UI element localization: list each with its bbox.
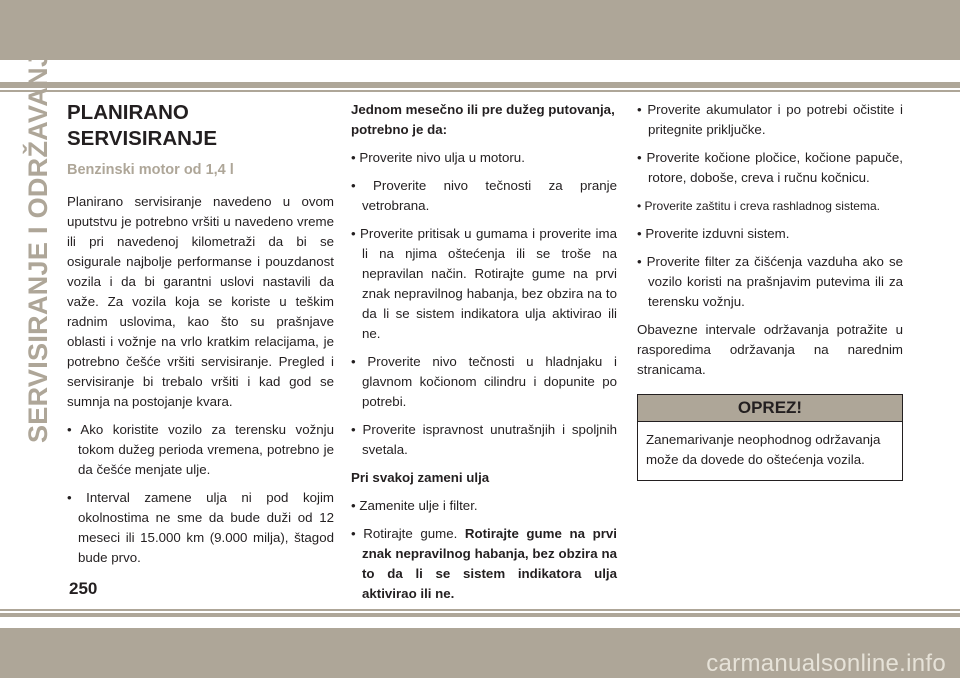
bullet-rotate-tires [351,524,617,604]
caution-text: Zanemarivanje neophodnog održavanja može da dovede do oštećenja vozila. [646,432,881,467]
bullet-coolant: • Proverite nivo tečnosti u hladnjaku i glavnom kočionom cilindru i dopunite po potrebi. [351,354,617,409]
header-band [0,0,960,60]
caution-title: OPREZ! [638,395,902,422]
column-middle [351,100,617,612]
page-number: 250 [69,579,98,598]
side-title-text: SERVISIRANJE I ODRŽAVANJE [23,33,53,443]
header-rule [0,82,960,88]
bullet-oil-filter: • Zamenite ulje i filter. [351,498,478,513]
engine-subheading: Benzinski motor od 1,4 l [67,162,234,178]
rotate-prefix: • Rotirajte gume. [351,526,465,541]
bullet-tire-pressure: • Proverite pritisak u gumama i proverite ima li na njima oštećenja ili se troše na nepravilan način. Rotirajte gume na prvi znak nepravilnog habanja, bez obzira na to da li se sistem indikatora ulja aktivirao ili ne. [351,226,617,341]
footer-rule [0,613,960,617]
footer-rule-thin [0,609,960,611]
oil-change-heading: Pri svakoj zameni ulja [351,470,490,485]
bullet-washer-fluid: • Proverite nivo tečnosti za pranje vetrobrana. [351,178,617,213]
bullet-oil-interval: • Interval zamene ulja ni pod kojim okolnostima ne sme da bude duži od 12 meseci ili 15.000 km (9.000 milja), štagod bude prvo. [67,490,334,565]
bullet-battery: • Proverite akumulator i po potrebi očistite i pritegnite priključke. [637,102,903,137]
schedule-note: Obavezne intervale održavanja potražite u rasporedima održavanja na narednim stranicama. [637,322,903,377]
section-side-title [22,33,54,443]
bullet-offroad: • Ako koristite vozilo za terensku vožnju tokom dužeg perioda vremena, potrebno je da češće menjate ulje. [67,422,334,477]
bullet-oil-level: • Proverite nivo ulja u motoru. [351,150,525,165]
bullet-cooling-hoses: • Proverite zaštitu i creva rashladnog sistema. [637,199,880,213]
bullet-air-filter: • Proverite filter za čišćenja vazduha ako se vozilo koristi na prašnjavim putevima ili za terensku vožnju. [637,254,903,309]
rotate-bold-text: Rotirajte gume na prvi znak nepravilnog habanja, bez obzira na to da li se sistem indikatora ulja aktivirao ili ne. [362,526,617,601]
bullet-brakes: • Proverite kočione pločice, kočione papuče, rotore, doboše, creva i ručnu kočnicu. [637,150,903,185]
page-title: PLANIRANO SERVISIRANJE [67,101,218,150]
column-right [637,100,903,481]
column-left [67,100,334,576]
watermark-text: carmanualsonline.info [706,650,946,677]
bullet-exhaust: • Proverite izduvni sistem. [637,226,790,241]
monthly-heading: Jednom mesečno ili pre dužeg putovanja, potrebno je da: [351,102,615,137]
intro-paragraph: Planirano servisiranje navedeno u ovom uputstvu je potrebno vršiti u navedeno vreme ili pri navedenoj kilometraži da bi se osigurale najbolje performanse i pouzdanost vozila i da bi garantni uslovi nastavili da važe. Za vozila koja se koriste u teškim radnim uslovima, kao što su prašnjave oblasti i vožnje na vrlo kratkim relacijama, je potrebno češće vršiti servisiranje. Pregled i servisiranje bi trebalo vršiti i kad god se sumnja na postojanje kvara. [67,194,334,409]
caution-box [637,394,903,481]
bullet-lights: • Proverite ispravnost unutrašnjih i spoljnih svetala. [351,422,617,457]
header-rule-thin [0,90,960,92]
